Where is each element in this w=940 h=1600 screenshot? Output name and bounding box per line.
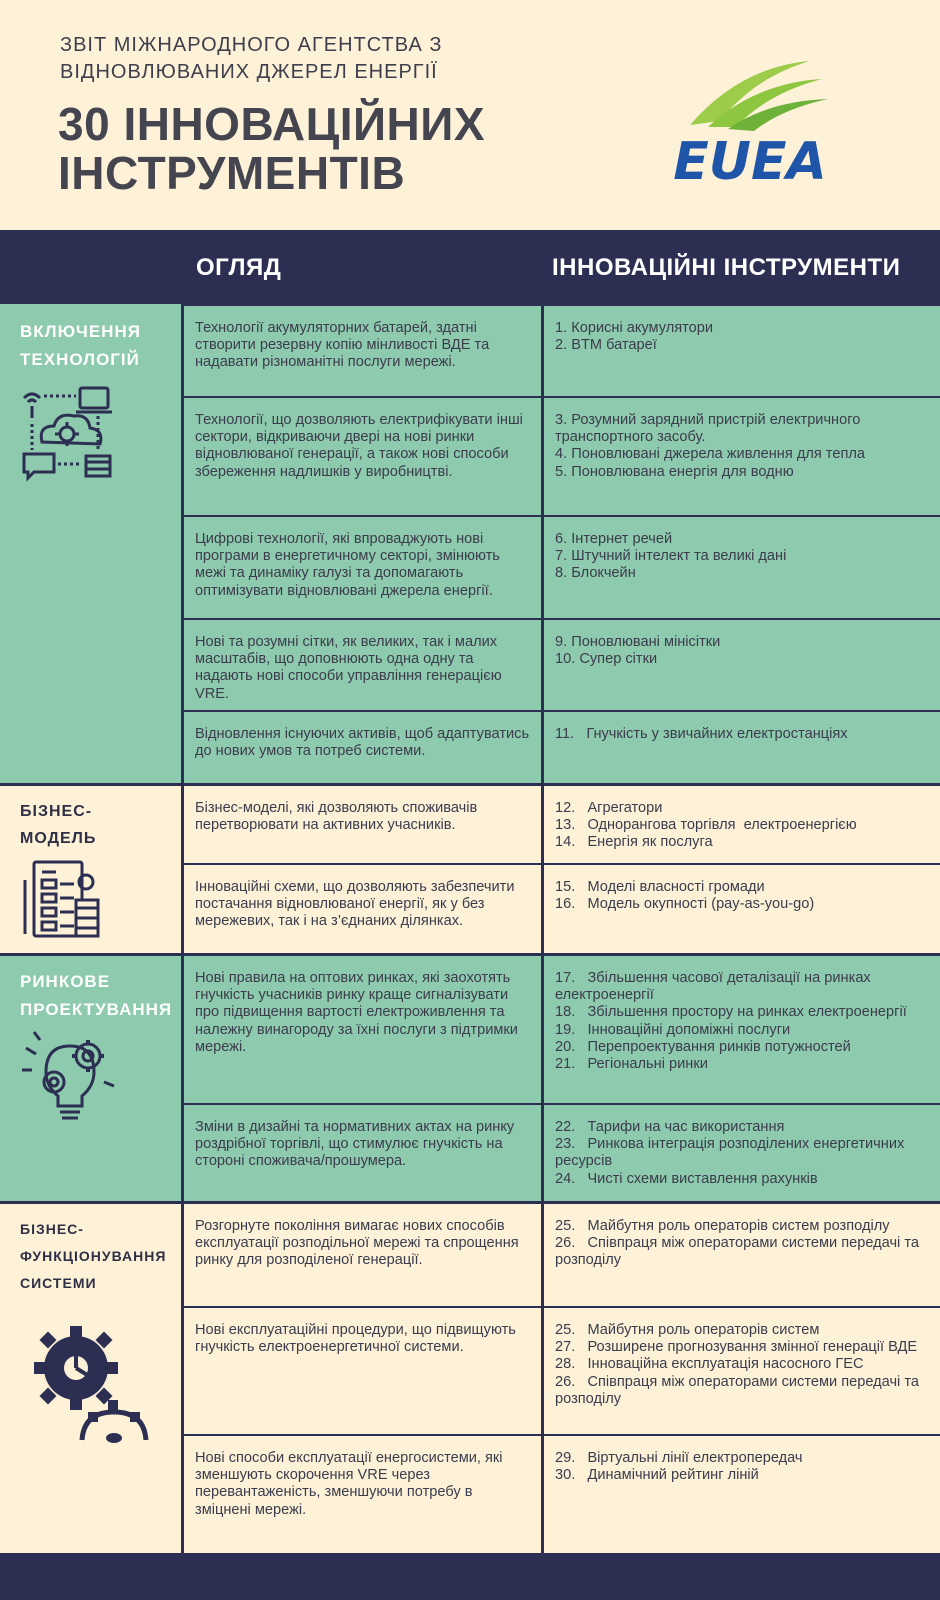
- row-tools: [543, 306, 940, 396]
- table-row: [183, 1202, 940, 1306]
- report-header: [0, 0, 940, 230]
- tool-item: 19. Інноваційні допоміжні послуги: [555, 1021, 791, 1038]
- tool-item: 8. Блокчейн: [555, 565, 636, 582]
- tool-item: 26. Співпраця між операторами системи передачі та розподілу: [555, 1373, 924, 1407]
- row-tools: [543, 1308, 940, 1434]
- euea-logo: [650, 55, 850, 185]
- footer-bar: [0, 1553, 940, 1600]
- table-row: [183, 954, 940, 1103]
- tool-item: 6. Інтернет речей: [555, 531, 673, 547]
- table-row: [183, 1306, 940, 1434]
- tech-network-icon: [20, 384, 115, 484]
- section-title: [20, 798, 96, 852]
- tool-item: 4. Поновлювані джерела живлення для тепла: [555, 446, 865, 463]
- tool-item: 26. Співпраця між операторами системи передачі та розподілу: [555, 1235, 924, 1269]
- title-line-2: ІНСТРУМЕНТІВ: [58, 147, 406, 199]
- tool-item: 22. Тарифи на час використання: [555, 1119, 785, 1135]
- section-divider: [0, 953, 940, 956]
- table-row: [183, 1434, 940, 1553]
- tool-item: 20. Перепроектування ринків потужностей: [555, 1038, 851, 1055]
- section-title-line: БІЗНЕС-: [20, 803, 93, 820]
- section-system-operation: [0, 1202, 940, 1553]
- row-description: Технології, що дозволяють електрифікувати інші сектори, відкриваючи двері на нові ринки відновлюваної генерації, а також нові способи збереження надлишків у виробництві.: [195, 412, 523, 480]
- tool-item: 27. Розширене прогнозування змінної генерації ВДЕ: [555, 1339, 918, 1356]
- row-description: Нові експлуатаційні процедури, що підвищують гнучкість електроенергетичної системи.: [195, 1322, 516, 1356]
- row-tools: [543, 786, 940, 863]
- row-tools: [543, 620, 940, 710]
- row-tools: [543, 712, 940, 784]
- row-description: Нові та розумні сітки, як великих, так і малих масштабів, що доповнюють одна одну та надають нові способи управління генерацією VRE.: [195, 634, 502, 702]
- tool-item: 13. Однорангова торгівля електроенергією: [555, 817, 857, 834]
- subtitle-line-2: ВІДНОВЛЮВАНИХ ДЖЕРЕЛ ЕНЕРГІЇ: [60, 61, 438, 83]
- tool-item: 3. Розумний зарядний пристрій електричного транспортного засобу.: [555, 412, 865, 446]
- column-tools-heading: ІННОВАЦІЙНІ ІНСТРУМЕНТИ: [552, 254, 901, 281]
- table-row: [183, 618, 940, 710]
- tool-item: 18. Збільшення простору на ринках електроенергії: [555, 1004, 907, 1021]
- report-subtitle: [60, 32, 442, 86]
- title-line-1: 30 ІННОВАЦІЙНИХ: [58, 98, 486, 150]
- tool-item: 24. Чисті схеми виставлення рахунків: [555, 1170, 818, 1187]
- section-title-line: МОДЕЛЬ: [20, 830, 97, 847]
- tool-item: 1. Корисні акумулятори: [555, 320, 714, 336]
- page-title: [58, 100, 485, 198]
- tool-item: 9. Поновлювані мінісітки: [555, 634, 721, 650]
- section-title-line: ТЕХНОЛОГІЙ: [20, 350, 140, 369]
- row-tools: [543, 1436, 940, 1553]
- row-description: Розгорнуте покоління вимагає нових способів експлуатації розподільної мережі та спрощення ринку для розподіленої генерації.: [195, 1218, 519, 1269]
- tool-item: 17. Збільшення часової деталізації на ринках електроенергії: [555, 970, 875, 1004]
- tool-item: 23. Ринкова інтеграція розподілених енергетичних ресурсів: [555, 1136, 909, 1170]
- section-title: [20, 318, 141, 374]
- tool-item: 16. Модель окупності (pay-as-you-go): [555, 896, 815, 913]
- table-row: [183, 304, 940, 396]
- row-tools: [543, 1204, 940, 1306]
- tool-item: 7. Штучний інтелект та великі дані: [555, 548, 787, 565]
- column-divider: [181, 304, 184, 1553]
- section-business-model: [0, 784, 940, 954]
- table-row: [183, 784, 940, 863]
- column-header-bar: [0, 230, 940, 304]
- row-tools: [543, 956, 940, 1103]
- row-tools: [543, 517, 940, 618]
- tool-item: 29. Віртуальні лінії електропередач: [555, 1450, 803, 1466]
- section-title-line: СИСТЕМИ: [20, 1275, 97, 1291]
- row-description: Нові способи експлуатації енергосистеми, які зменшують скорочення VRE через перевантаженість, зменшуючи потребу в зміцнені мережі.: [195, 1450, 503, 1518]
- tool-item: 12. Агрегатори: [555, 800, 663, 816]
- section-title: [20, 1216, 166, 1297]
- tool-item: 5. Поновлювана енергія для водню: [555, 463, 794, 480]
- section-title-line: ПРОЕКТУВАННЯ: [20, 1000, 173, 1019]
- tool-item: 28. Інноваційна експлуатація насосного ГЕС: [555, 1356, 864, 1373]
- column-divider: [541, 304, 544, 1553]
- tool-item: 21. Регіональні ринки: [555, 1056, 708, 1073]
- section-title-line: БІЗНЕС-: [20, 1221, 84, 1237]
- tool-item: 30. Динамічний рейтинг ліній: [555, 1467, 759, 1484]
- row-description: Нові правила на оптових ринках, які заохотять гнучкість учасників ринку краще сигналізувати про підвищення вартості електроживлення та належну винагороду за їхні послуги з підтримки мережі.: [195, 970, 518, 1055]
- svg-text:EUEA: EUEA: [673, 132, 827, 185]
- tool-item: 15. Моделі власності громади: [555, 879, 765, 895]
- row-description: Бізнес-моделі, які дозволяють споживачів перетворювати на активних учасників.: [195, 800, 478, 834]
- section-title: [20, 968, 172, 1024]
- subtitle-line-1: ЗВІТ МІЖНАРОДНОГО АГЕНТСТВА З: [60, 34, 443, 56]
- section-divider: [0, 783, 940, 786]
- row-description: Цифрові технології, які впроваджують нові програми в енергетичному секторі, змінюють межі та динаміку галузі та допомагають оптимізувати відновлювані джерела енергії.: [195, 531, 500, 599]
- row-description: Зміни в дизайні та нормативних актах на ринку роздрібної торгівлі, що стимулює гнучкість на стороні споживача/прошумера.: [195, 1119, 515, 1170]
- tool-item: 14. Енергія як послуга: [555, 834, 713, 851]
- section-title-line: ФУНКЦІОНУВАННЯ: [20, 1248, 167, 1264]
- section-divider: [0, 1201, 940, 1204]
- section-title-line: РИНКОВЕ: [20, 972, 111, 991]
- table-row: [183, 863, 940, 954]
- table-row: [183, 515, 940, 618]
- row-description: Технології акумуляторних батарей, здатні створити резервну копію мінливості ВДЕ та надавати різноманітні послуги мережі.: [195, 320, 490, 371]
- row-description: Інноваційні схеми, що дозволяють забезпечити постачання відновлюваної енергії, як у без мережевих, так і на з’єднаних ділянках.: [195, 879, 515, 930]
- section-market-design: [0, 954, 940, 1202]
- tool-item: 10. Супер сітки: [555, 651, 658, 668]
- section-title-line: ВКЛЮЧЕННЯ: [20, 322, 141, 341]
- gears-icon: [28, 1320, 153, 1445]
- tool-item: 25. Майбутня роль операторів систем розподілу: [555, 1218, 890, 1234]
- row-tools: [543, 865, 940, 954]
- tool-item: 25. Майбутня роль операторів систем: [555, 1322, 820, 1338]
- lightbulb-gear-icon: [20, 1026, 120, 1126]
- table-row: [183, 1103, 940, 1202]
- row-description: Відновлення існуючих активів, щоб адаптуватись до нових умов та потреб системи.: [195, 726, 530, 760]
- table-row: [183, 396, 940, 515]
- business-plan-icon: [20, 860, 100, 940]
- row-tools: [543, 1105, 940, 1202]
- section-technology: [0, 304, 940, 784]
- table-row: [183, 710, 940, 784]
- tool-item: 2. BTM батареї: [555, 337, 657, 354]
- column-overview-heading: ОГЛЯД: [196, 254, 282, 281]
- tool-item: 11. Гнучкість у звичайних електростанціях: [555, 726, 848, 742]
- row-tools: [543, 398, 940, 515]
